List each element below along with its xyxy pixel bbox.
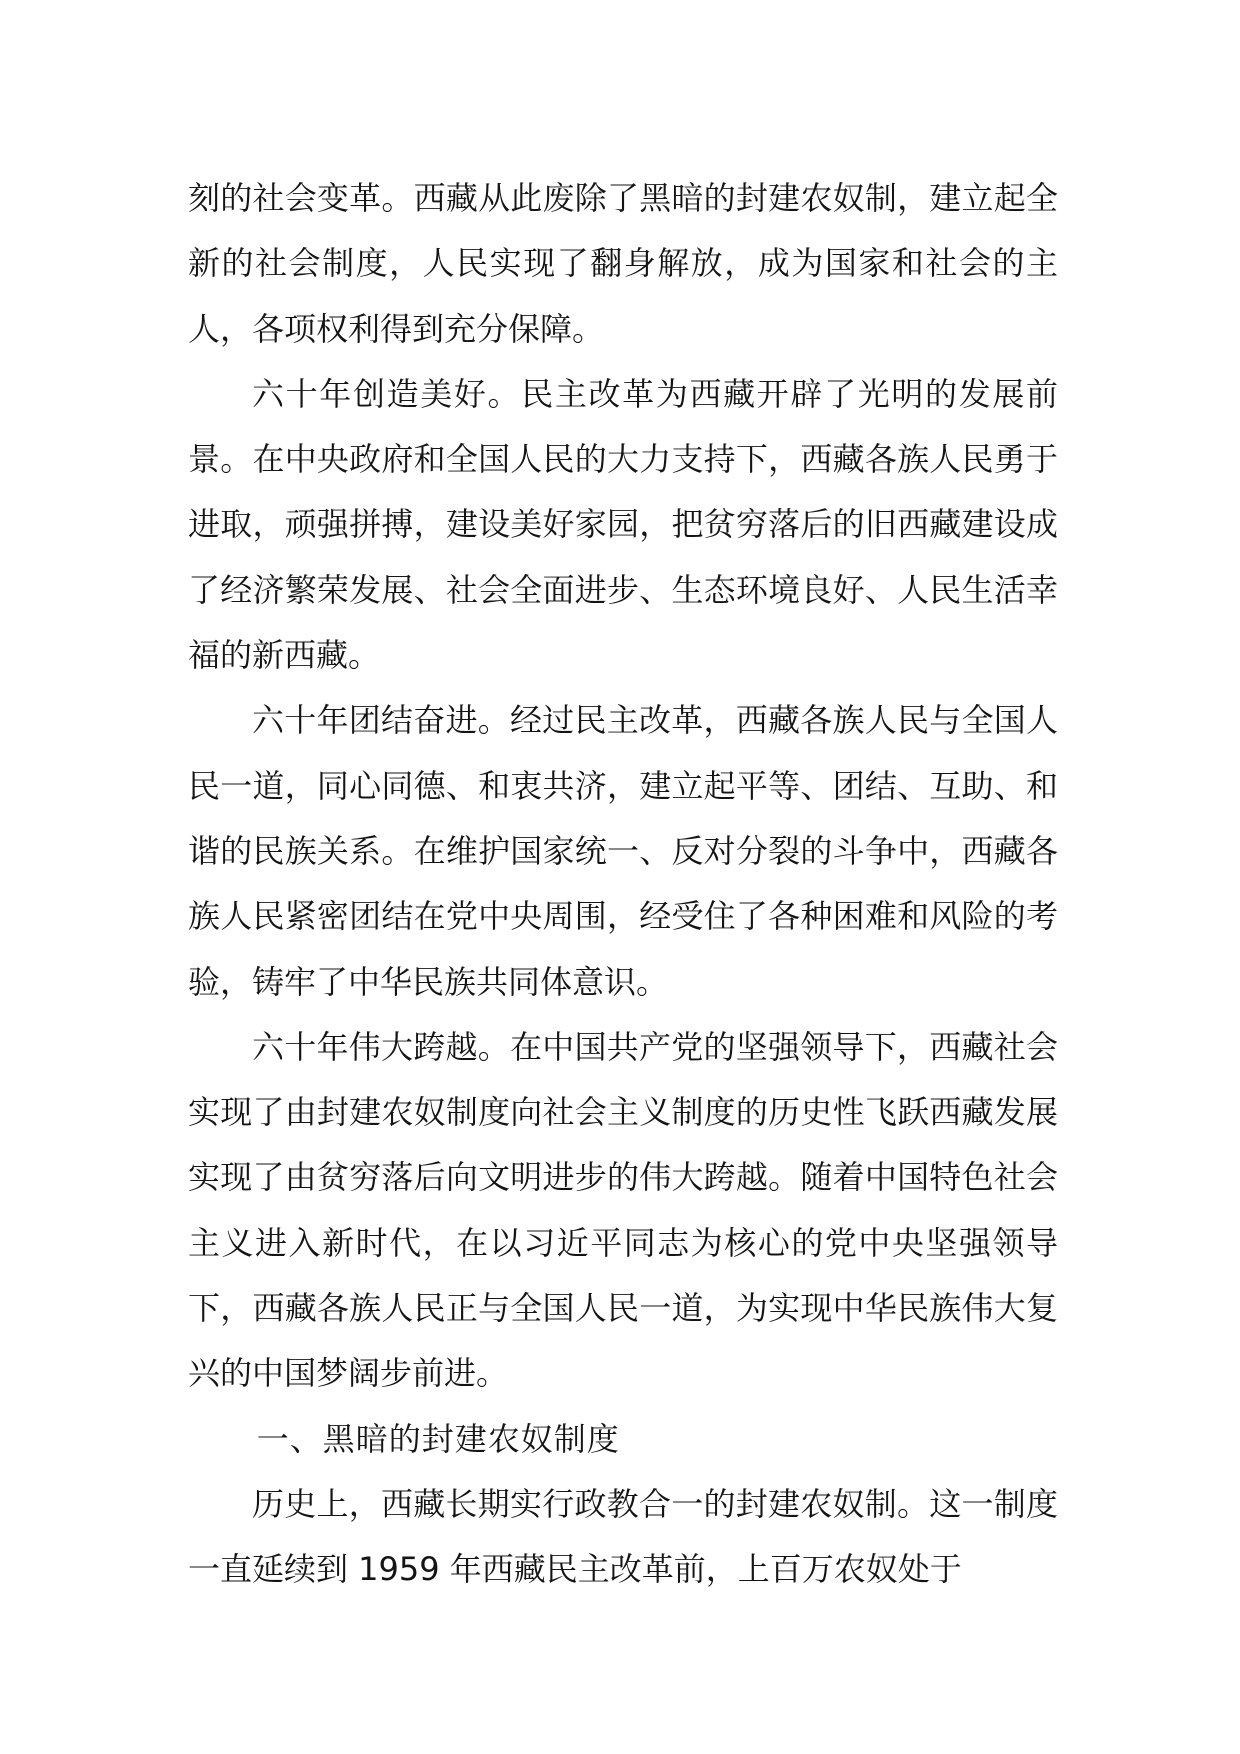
- paragraph-creating-beauty: 六十年创造美好。民主改革为西藏开辟了光明的发展前景。在中央政府和全国人民的大力支持下，西藏各族人民勇于进取，顽强拼搏，建设美好家园，把贫穷落后的旧西藏建设成了经济繁荣发展、社会全面进步、生态环境良好、人民生活幸福的新西藏。: [188, 374, 1058, 675]
- document-body: [188, 166, 1058, 1603]
- paragraph-great-leap: 六十年伟大跨越。在中国共产党的坚强领导下，西藏社会实现了由封建农奴制度向社会主义制度的历史性飞跃西藏发展实现了由贫穷落后向文明进步的伟大跨越。随着中国特色社会主义进入新时代，在以习近平同志为核心的党中央坚强领导下，西藏各族人民正与全国人民一道，为实现中华民族伟大复兴的中国梦阔步前进。: [188, 1027, 1058, 1393]
- section-heading: 一、黑暗的封建农奴制度: [256, 1419, 620, 1458]
- paragraph-continued: 刻的社会变革。西藏从此废除了黑暗的封建农奴制，建立起全新的社会制度，人民实现了翻身解放，成为国家和社会的主人，各项权利得到充分保障。: [188, 179, 1058, 348]
- paragraph-unity: 六十年团结奋进。经过民主改革，西藏各族人民与全国人民一道，同心同德、和衷共济，建立起平等、团结、互助、和谐的民族关系。在维护国家统一、反对分裂的斗争中，西藏各族人民紧密团结在党中央周围，经受住了各种困难和风险的考验，铸牢了中华民族共同体意识。: [188, 701, 1058, 1001]
- paragraph-history: 历史上，西藏长期实行政教合一的封建农奴制。这一制度一直延续到 1959 年西藏民主改革前，上百万农奴处于: [188, 1484, 1058, 1589]
